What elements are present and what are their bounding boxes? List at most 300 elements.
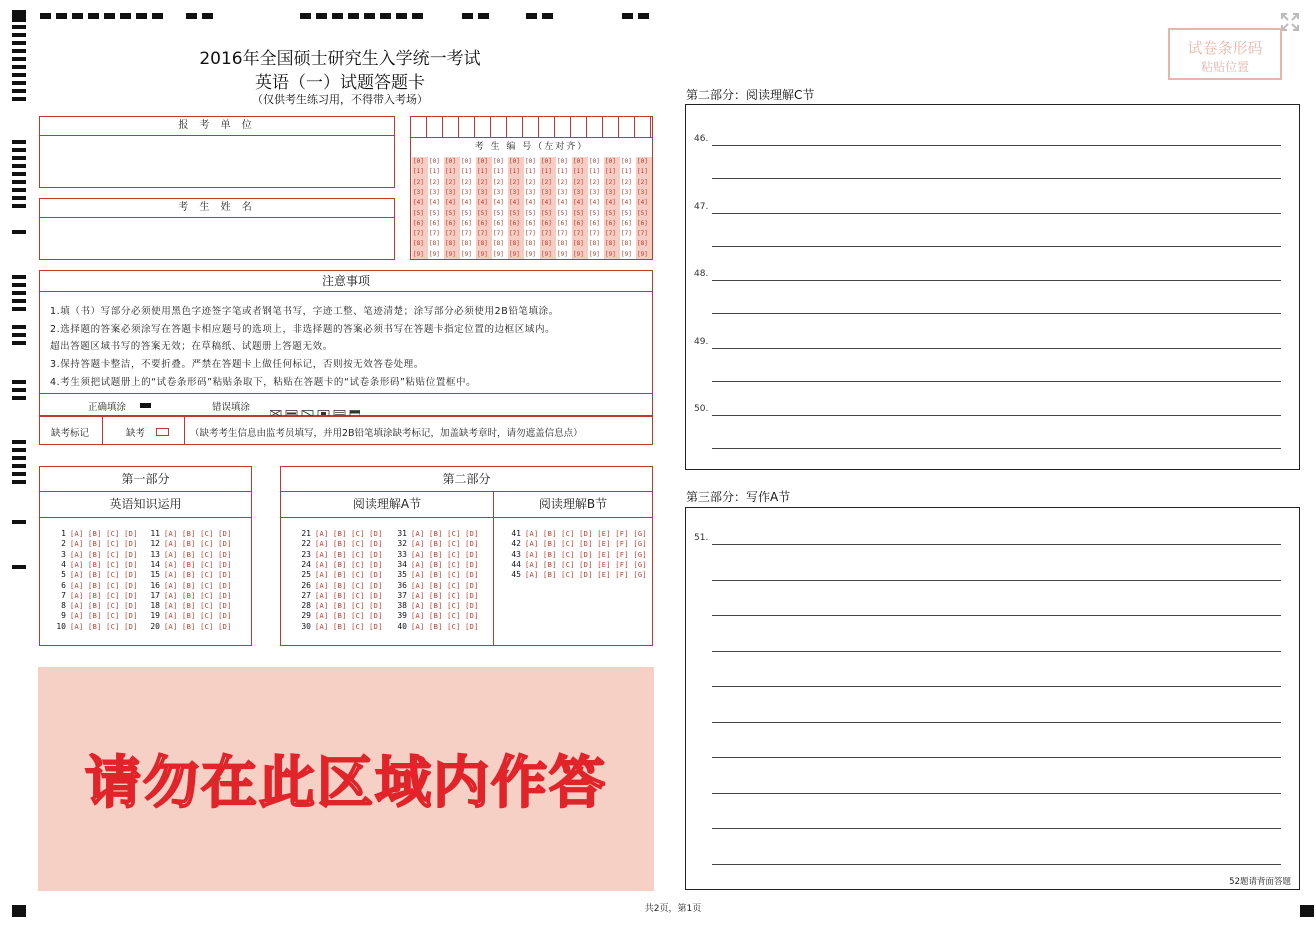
answer-options[interactable]: [A] [B] [C] [D] [411,560,479,569]
question-row[interactable] [144,539,232,549]
question-row[interactable] [391,581,479,591]
id-digit-bubble[interactable]: [7] [477,230,488,238]
answer-options[interactable]: [A] [B] [C] [D] [164,560,232,569]
id-digit-bubble[interactable]: [1] [637,168,648,176]
question-row[interactable] [50,601,138,611]
answer-options[interactable]: [A] [B] [C] [D] [411,591,479,600]
question-row[interactable] [50,550,138,560]
id-digit-bubble[interactable]: [5] [429,209,440,217]
id-column[interactable] [428,157,444,259]
id-digit-bubble[interactable]: [4] [557,199,568,207]
id-digit-bubble[interactable]: [4] [493,199,504,207]
id-digit-bubble[interactable]: [9] [493,250,504,258]
id-digit-bubble[interactable]: [7] [557,230,568,238]
answer-options[interactable]: [A] [B] [C] [D] [70,581,138,590]
id-column[interactable] [460,157,476,259]
id-column[interactable] [620,157,636,259]
question-row[interactable] [295,601,383,611]
answer-options[interactable]: [A] [B] [C] [D] [70,571,138,580]
id-digit-bubble[interactable]: [1] [621,168,632,176]
id-digit-bubble[interactable]: [1] [461,168,472,176]
answer-line[interactable] [712,313,1281,314]
id-digit-bubble[interactable]: [6] [509,219,520,227]
writing-box[interactable] [685,507,1300,890]
answer-options[interactable]: [A] [B] [C] [D] [315,602,383,611]
notice-item: 3.保持答题卡整洁，不要折叠。严禁在答题卡上做任何标记，否则按无效答卷处理。 [50,359,424,370]
notice-item: 4.考生须把试题册上的“试卷条形码”粘贴条取下，粘贴在答题卡的“试卷条形码”粘贴位置框中。 [50,377,477,388]
answer-options[interactable]: [A] [B] [C] [D] [315,612,383,621]
question-number: 21 [301,529,311,538]
id-digit-bubble[interactable]: [7] [461,230,472,238]
question-number: 17 [150,590,160,600]
answer-line[interactable] [712,757,1281,758]
question-label: 50. [694,404,709,414]
id-digit-bubble[interactable]: [6] [541,219,552,227]
id-digit-bubble[interactable]: [0] [637,158,648,165]
id-digit-bubble[interactable]: [0] [413,158,424,165]
section-c-box[interactable] [685,104,1300,470]
id-digit-bubble[interactable]: [3] [461,188,472,196]
question-row[interactable] [144,611,232,621]
id-digit-bubble[interactable]: [1] [541,168,552,176]
id-column[interactable] [524,157,540,259]
id-digit-bubble[interactable]: [4] [445,199,456,207]
id-digit-bubble[interactable]: [2] [621,178,632,186]
id-digit-bubble[interactable]: [3] [637,188,648,196]
id-digit-bubble[interactable]: [4] [605,199,616,207]
question-row[interactable] [295,560,383,570]
unit-box[interactable] [39,116,395,188]
question-row[interactable] [505,539,647,549]
question-row[interactable] [391,539,479,549]
id-column[interactable] [476,157,492,259]
id-digit-bubble[interactable]: [8] [493,240,504,248]
answer-options[interactable]: [A] [B] [C] [D] [70,560,138,569]
answer-options[interactable]: [A] [B] [C] [D] [164,571,232,580]
id-digit-bubble[interactable]: [5] [605,209,616,217]
id-column[interactable] [492,157,508,259]
id-digit-bubble[interactable]: [3] [525,188,536,196]
name-box[interactable] [39,198,395,260]
question-row[interactable] [144,581,232,591]
answer-options[interactable]: [A] [B] [C] [D] [164,540,232,549]
answer-line[interactable] [712,246,1281,247]
id-digit-bubble[interactable]: [5] [525,209,536,217]
answer-options[interactable]: [A] [B] [C] [D] [411,571,479,580]
answer-options[interactable]: [A] [B] [C] [D] [411,612,479,621]
id-digit-bubble[interactable]: [8] [445,240,456,248]
id-digit-bubble[interactable]: [2] [509,178,520,186]
id-digit-bubble[interactable]: [8] [621,240,632,248]
id-digit-bubble[interactable]: [4] [429,199,440,207]
answer-options[interactable]: [A] [B] [C] [D] [411,602,479,611]
question-row[interactable] [391,570,479,580]
absent-bubble[interactable] [156,428,169,436]
id-digit-bubble[interactable]: [5] [573,209,584,217]
question-row[interactable] [391,622,479,632]
id-digit-bubble[interactable]: [3] [621,188,632,196]
answer-options[interactable]: [A] [B] [C] [D] [70,550,138,559]
question-number: 12 [150,539,160,549]
question-row[interactable] [295,550,383,560]
id-digit-bubble[interactable]: [7] [605,230,616,238]
id-digit-bubble[interactable]: [2] [637,178,648,186]
question-row[interactable] [295,622,383,632]
id-digit-bubble[interactable]: [3] [477,188,488,196]
question-row[interactable] [144,601,232,611]
answer-options[interactable]: [A] [B] [C] [D] [164,622,232,631]
answer-line[interactable] [712,651,1281,652]
question-number: 34 [397,559,407,569]
id-digit-bubble[interactable]: [0] [621,158,632,165]
id-digit-bubble[interactable]: [1] [493,168,504,176]
id-digit-bubble[interactable]: [3] [429,188,440,196]
answer-options[interactable]: [A] [B] [C] [D] [70,622,138,631]
writing-note: 52题请背面答题 [1229,877,1291,887]
question-row[interactable] [505,550,647,560]
id-digit-bubble[interactable]: [5] [509,209,520,217]
correct-fill-sample [140,403,151,408]
id-digit-bubble[interactable]: [0] [541,158,552,165]
question-row[interactable] [144,550,232,560]
question-row[interactable] [391,591,479,601]
exam-title: 2016年全国硕士研究生入学统一考试 [199,49,481,69]
answer-line[interactable] [712,722,1281,723]
id-digit-bubble[interactable]: [9] [413,250,424,258]
question-row[interactable] [391,529,479,539]
question-row[interactable] [295,529,383,539]
answer-options[interactable]: [A] [B] [C] [D] [411,550,479,559]
id-digit-bubble[interactable]: [1] [429,168,440,176]
id-digit-bubble[interactable]: [5] [637,209,648,217]
id-digit-bubble[interactable]: [8] [573,240,584,248]
question-row[interactable] [144,570,232,580]
expand-icon[interactable] [1280,12,1300,32]
answer-options[interactable]: [A] [B] [C] [D] [315,540,383,549]
id-digit-bubble[interactable]: [9] [557,250,568,258]
question-row[interactable] [50,529,138,539]
id-digit-bubble[interactable]: [7] [429,230,440,238]
question-row[interactable] [391,601,479,611]
id-digit-bubble[interactable]: [5] [541,209,552,217]
id-digit-bubble[interactable]: [8] [413,240,424,248]
question-row[interactable] [505,570,647,580]
id-digit-bubble[interactable]: [0] [557,158,568,165]
id-digit-bubble[interactable]: [2] [477,178,488,186]
question-row[interactable] [295,591,383,601]
answer-options[interactable]: [A] [B] [C] [D] [70,591,138,600]
id-digit-bubble[interactable]: [4] [509,199,520,207]
answer-line[interactable] [712,686,1281,687]
answer-options[interactable]: [A] [B] [C] [D] [164,591,232,600]
id-digit-bubble[interactable]: [8] [461,240,472,248]
id-digit-bubble[interactable]: [3] [605,188,616,196]
id-digit-bubble[interactable]: [2] [413,178,424,186]
id-digit-bubble[interactable]: [7] [541,230,552,238]
id-column[interactable] [412,157,428,259]
id-digit-bubble[interactable]: [6] [413,219,424,227]
answer-line[interactable] [712,415,1281,416]
id-digit-bubble[interactable]: [9] [445,250,456,258]
id-digit-bubble[interactable]: [0] [573,158,584,165]
id-digit-bubble[interactable]: [4] [637,199,648,207]
answer-line[interactable] [712,381,1281,382]
answer-options[interactable]: [A] [B] [C] [D] [164,602,232,611]
id-digit-bubble[interactable]: [4] [541,199,552,207]
id-digit-bubble[interactable]: [6] [493,219,504,227]
answer-options[interactable]: [A] [B] [C] [D] [70,602,138,611]
answer-options[interactable]: [A] [B] [C] [D] [E] [F] [G] [525,530,647,538]
id-digit-bubble[interactable]: [5] [413,209,424,217]
id-digit-bubble[interactable]: [0] [525,158,536,165]
answer-options[interactable]: [A] [B] [C] [D] [E] [F] [G] [525,540,647,549]
id-digit-bubble[interactable]: [5] [477,209,488,217]
question-row[interactable] [295,539,383,549]
id-digit-bubble[interactable]: [5] [445,209,456,217]
id-digit-bubble[interactable]: [7] [493,230,504,238]
id-digit-bubble[interactable]: [8] [525,240,536,248]
id-digit-bubble[interactable]: [6] [589,219,600,227]
answer-options[interactable]: [A] [B] [C] [D] [315,560,383,569]
question-row[interactable] [505,529,647,539]
id-digit-bubble[interactable]: [8] [589,240,600,248]
id-digit-bubble[interactable]: [5] [589,209,600,217]
id-digit-bubble[interactable]: [8] [637,240,648,248]
id-column[interactable] [444,157,460,259]
id-digit-bubble[interactable]: [9] [461,250,472,258]
id-digit-bubble[interactable]: [9] [429,250,440,258]
id-digit-bubble[interactable]: [2] [589,178,600,186]
id-digit-bubble[interactable]: [6] [573,219,584,227]
id-digit-bubble[interactable]: [7] [525,230,536,238]
question-row[interactable] [295,570,383,580]
id-digit-bubble[interactable]: [4] [573,199,584,207]
answer-line[interactable] [712,580,1281,581]
question-number: 2 [61,539,66,549]
answer-options[interactable]: [A] [B] [C] [D] [164,612,232,621]
id-digit-bubble[interactable]: [6] [525,219,536,227]
answer-line[interactable] [712,448,1281,449]
id-digit-bubble[interactable]: [6] [621,219,632,227]
id-bubble-grid[interactable] [412,157,653,259]
answer-line[interactable] [712,864,1281,865]
id-digit-bubble[interactable]: [2] [429,178,440,186]
id-write-cells[interactable] [411,117,652,138]
id-digit-bubble[interactable]: [5] [493,209,504,217]
id-column[interactable] [604,157,620,259]
id-column[interactable] [588,157,604,259]
id-digit-bubble[interactable]: [6] [637,219,648,227]
answer-line[interactable] [712,280,1281,281]
answer-options[interactable]: [A] [B] [C] [D] [E] [F] [G] [525,550,647,559]
question-row[interactable] [50,622,138,632]
id-digit-bubble[interactable]: [1] [413,168,424,176]
id-digit-bubble[interactable]: [2] [541,178,552,186]
question-row[interactable] [50,570,138,580]
id-digit-bubble[interactable]: [6] [445,219,456,227]
id-column[interactable] [556,157,572,259]
id-column[interactable] [572,157,588,259]
id-digit-bubble[interactable]: [7] [637,230,648,238]
id-digit-bubble[interactable]: [7] [413,230,424,238]
id-digit-bubble[interactable]: [8] [605,240,616,248]
id-digit-bubble[interactable]: [3] [445,188,456,196]
id-digit-bubble[interactable]: [9] [605,250,616,258]
question-row[interactable] [50,611,138,621]
id-digit-bubble[interactable]: [1] [557,168,568,176]
id-digit-bubble[interactable]: [2] [573,178,584,186]
question-row[interactable] [391,611,479,621]
question-row[interactable] [391,550,479,560]
id-digit-bubble[interactable]: [8] [509,240,520,248]
question-row[interactable] [144,622,232,632]
question-number: 40 [397,621,407,631]
id-digit-bubble[interactable]: [5] [461,209,472,217]
id-digit-bubble[interactable]: [7] [509,230,520,238]
id-digit-bubble[interactable]: [5] [621,209,632,217]
answer-options[interactable]: [A] [B] [C] [D] [E] [F] [G] [525,571,647,580]
id-digit-bubble[interactable]: [3] [541,188,552,196]
id-digit-bubble[interactable]: [9] [621,250,632,258]
timing-mark [12,140,26,208]
id-digit-bubble[interactable]: [7] [573,230,584,238]
id-digit-bubble[interactable]: [3] [557,188,568,196]
id-digit-bubble[interactable]: [0] [445,158,456,165]
answer-options[interactable]: [A] [B] [C] [D] [70,540,138,549]
answer-line[interactable] [712,544,1281,545]
answer-options[interactable]: [A] [B] [C] [D] [411,530,479,538]
question-row[interactable] [50,539,138,549]
answer-options[interactable]: [A] [B] [C] [D] [315,622,383,631]
id-digit-bubble[interactable]: [6] [605,219,616,227]
answer-options[interactable]: [A] [B] [C] [D] [315,591,383,600]
question-number: 3 [61,549,66,559]
answer-line[interactable] [712,145,1281,146]
answer-options[interactable]: [A] [B] [C] [D] [70,612,138,621]
id-digit-bubble[interactable]: [4] [589,199,600,207]
question-row[interactable] [295,611,383,621]
answer-options[interactable]: [A] [B] [C] [D] [315,581,383,590]
id-digit-bubble[interactable]: [0] [589,158,600,165]
question-row[interactable] [144,560,232,570]
id-digit-bubble[interactable]: [1] [509,168,520,176]
id-digit-bubble[interactable]: [1] [525,168,536,176]
answer-options[interactable]: [A] [B] [C] [D] [315,530,383,538]
id-digit-bubble[interactable]: [2] [461,178,472,186]
id-digit-bubble[interactable]: [3] [573,188,584,196]
question-row[interactable] [50,581,138,591]
id-digit-bubble[interactable]: [6] [557,219,568,227]
id-digit-bubble[interactable]: [4] [413,199,424,207]
answer-options[interactable]: [A] [B] [C] [D] [411,540,479,549]
question-row[interactable] [144,529,232,539]
answer-line[interactable] [712,348,1281,349]
id-digit-bubble[interactable]: [8] [477,240,488,248]
id-digit-bubble[interactable]: [9] [637,250,648,258]
id-column[interactable] [636,157,652,259]
answer-line[interactable] [712,178,1281,179]
id-digit-bubble[interactable]: [1] [573,168,584,176]
answer-options[interactable]: [A] [B] [C] [D] [164,581,232,590]
id-digit-bubble[interactable]: [1] [605,168,616,176]
id-digit-bubble[interactable]: [0] [509,158,520,165]
id-digit-bubble[interactable]: [4] [461,199,472,207]
id-digit-bubble[interactable]: [4] [525,199,536,207]
id-digit-bubble[interactable]: [9] [541,250,552,258]
id-digit-bubble[interactable]: [8] [541,240,552,248]
answer-line[interactable] [712,213,1281,214]
id-digit-bubble[interactable]: [2] [445,178,456,186]
id-digit-bubble[interactable]: [1] [477,168,488,176]
id-digit-bubble[interactable]: [8] [557,240,568,248]
answer-line[interactable] [712,615,1281,616]
answer-options[interactable]: [A] [B] [C] [D] [E] [F] [G] [525,560,647,569]
answer-line[interactable] [712,828,1281,829]
id-column[interactable] [508,157,524,259]
id-digit-bubble[interactable]: [6] [461,219,472,227]
answer-options[interactable]: [A] [B] [C] [D] [315,571,383,580]
id-digit-bubble[interactable]: [2] [605,178,616,186]
id-digit-bubble[interactable]: [3] [589,188,600,196]
answer-line[interactable] [712,793,1281,794]
id-digit-bubble[interactable]: [0] [605,158,616,165]
id-digit-bubble[interactable]: [9] [525,250,536,258]
id-digit-bubble[interactable]: [7] [621,230,632,238]
id-digit-bubble[interactable]: [9] [509,250,520,258]
question-number: 23 [301,549,311,559]
id-digit-bubble[interactable]: [0] [461,158,472,165]
answer-options[interactable]: [A] [B] [C] [D] [164,530,232,538]
id-digit-bubble[interactable]: [1] [589,168,600,176]
answer-options[interactable]: [A] [B] [C] [D] [315,550,383,559]
id-digit-bubble[interactable]: [9] [589,250,600,258]
id-digit-bubble[interactable]: [3] [493,188,504,196]
question-row[interactable] [144,591,232,601]
id-digit-bubble[interactable]: [5] [557,209,568,217]
question-row[interactable] [505,560,647,570]
id-digit-bubble[interactable]: [6] [429,219,440,227]
id-digit-bubble[interactable]: [3] [509,188,520,196]
id-digit-bubble[interactable]: [2] [557,178,568,186]
question-row[interactable] [50,560,138,570]
id-column[interactable] [540,157,556,259]
question-row[interactable] [391,560,479,570]
id-digit-bubble[interactable]: [0] [477,158,488,165]
part2-title: 第二部分 [281,467,652,492]
id-digit-bubble[interactable]: [4] [477,199,488,207]
answer-options[interactable]: [A] [B] [C] [D] [411,581,479,590]
timing-mark [526,13,554,19]
id-digit-bubble[interactable]: [1] [445,168,456,176]
answer-options[interactable]: [A] [B] [C] [D] [164,550,232,559]
answer-options[interactable]: [A] [B] [C] [D] [70,530,138,538]
id-digit-bubble[interactable]: [2] [525,178,536,186]
id-digit-bubble[interactable]: [0] [429,158,440,165]
question-row[interactable] [295,581,383,591]
id-digit-bubble[interactable]: [8] [429,240,440,248]
id-digit-bubble[interactable]: [7] [445,230,456,238]
id-digit-bubble[interactable]: [0] [493,158,504,165]
id-digit-bubble[interactable]: [7] [589,230,600,238]
id-digit-bubble[interactable]: [3] [413,188,424,196]
id-digit-bubble[interactable]: [9] [573,250,584,258]
id-digit-bubble[interactable]: [4] [621,199,632,207]
question-row[interactable] [50,591,138,601]
id-digit-bubble[interactable]: [2] [493,178,504,186]
id-digit-bubble[interactable]: [6] [477,219,488,227]
answer-options[interactable]: [A] [B] [C] [D] [411,622,479,631]
id-digit-bubble[interactable]: [9] [477,250,488,258]
